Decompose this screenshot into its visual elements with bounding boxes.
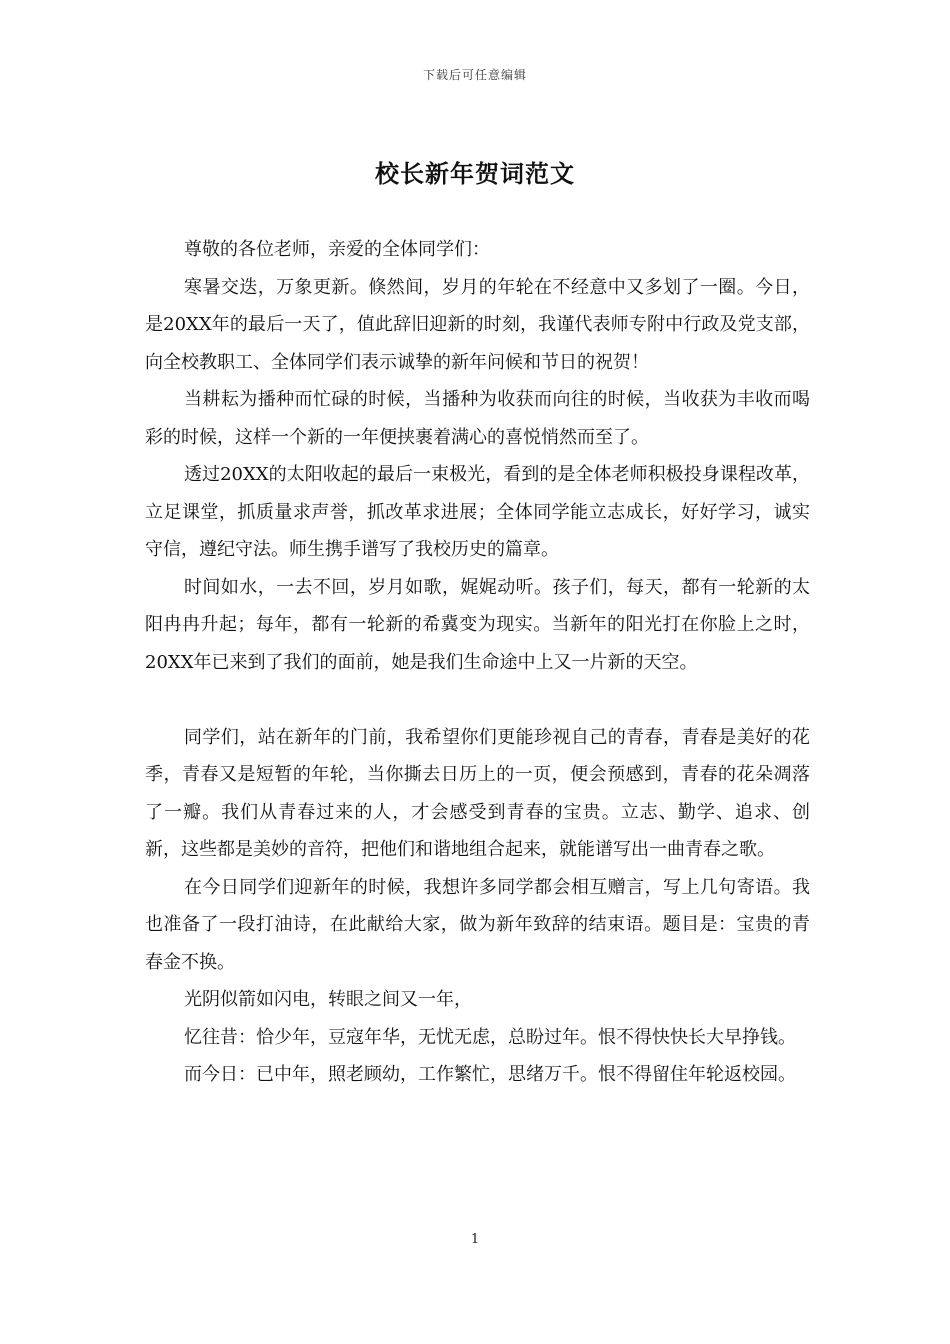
paragraph: 同学们，站在新年的门前，我希望你们更能珍视自己的青春，青春是美好的花季，青春又是短暂的年轮，当你撕去日历上的一页，便会预感到，青春的花朵凋落了一瓣。我们从青春过来的人，才会感受到青春的宝贵。立志、勤学、追求、创新，这些都是美妙的音符，把他们和谐地组合起来，就能谱写出一曲青春之歌。: [145, 726, 810, 860]
poem-line: 而今日：已中年，照老顾幼，工作繁忙，思绪万千。恨不得留住年轮返校园。: [184, 1064, 796, 1085]
paragraph-salutation: 尊敬的各位老师，亲爱的全体同学们：: [184, 239, 490, 260]
poem-line: 忆往昔：恰少年，豆寇年华，无忧无虑，总盼过年。恨不得快快长大早挣钱。: [184, 1026, 796, 1048]
paragraph: 当耕耘为播种而忙碌的时候，当播种为收获而向往的时候，当收获为丰收而喝彩的时候，这样一个新的一年便挟裹着满心的喜悦悄然而至了。: [145, 389, 810, 448]
paragraph: 时间如水，一去不回，岁月如歌，娓娓动听。孩子们，每天，都有一轮新的太阳冉冉升起；每年，都有一轮新的希冀变为现实。当新年的阳光打在你脸上之时，20XX年已来到了我们的面前，她是我们生命途中上又一片新的天空。: [145, 576, 810, 673]
paragraph-spacer: [145, 681, 810, 719]
paragraph: 透过20XX的太阳收起的最后一束极光，看到的是全体老师积极投身课程改革，立足课堂，抓质量求声誉，抓改革求进展；全体同学能立志成长，好好学习，诚实守信，遵纪守法。师生携手谱写了我校历史的篇章。: [145, 464, 810, 560]
poem-line: 光阴似箭如闪电，转眼之间又一年，: [184, 989, 472, 1010]
page-number: 1: [470, 1232, 480, 1247]
document-body: [145, 231, 810, 1094]
page-header-note: 下载后可任意编辑: [422, 68, 527, 82]
paragraph: 寒暑交迭，万象更新。倏然间，岁月的年轮在不经意中又多划了一圈。今日，是20XX年的最后一天了，值此辞旧迎新的时刻，我谨代表师专附中行政及党支部，向全校教职工、全体同学们表示诚挚的新年问候和节日的祝贺！: [145, 276, 810, 373]
document-title: 校长新年贺词范文: [375, 159, 575, 188]
paragraph: 在今日同学们迎新年的时候，我想许多同学都会相互赠言，写上几句寄语。我也准备了一段打油诗，在此献给大家，做为新年致辞的结束语。题目是：宝贵的青春金不换。: [145, 876, 810, 973]
